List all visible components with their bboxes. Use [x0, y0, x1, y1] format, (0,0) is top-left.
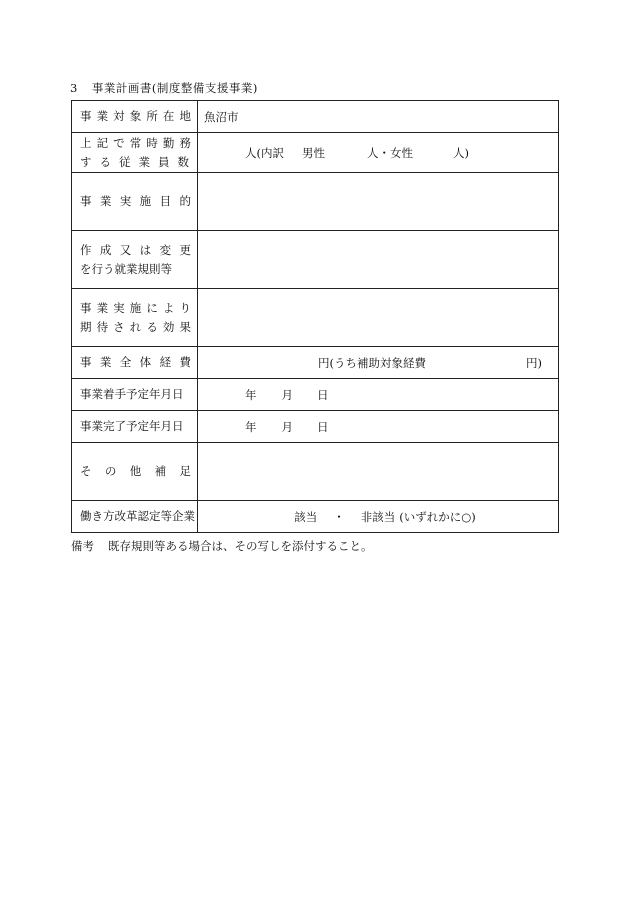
label-char: そ: [80, 464, 92, 478]
label-cost-text: [80, 353, 191, 372]
label-char: 事: [80, 109, 92, 123]
label-char: で: [113, 135, 125, 150]
label-char: 業: [138, 154, 150, 169]
label-char: 変: [159, 242, 172, 257]
value-purpose[interactable]: [198, 173, 559, 231]
label-char: に: [146, 300, 158, 315]
label-effect-line2: [80, 318, 191, 337]
employees-male-label: 男性: [302, 145, 325, 160]
label-char: 所: [146, 109, 158, 123]
label-char: 業: [96, 300, 109, 315]
label-char: 果: [179, 319, 191, 334]
employees-total: 人(内訳: [245, 145, 284, 160]
row-rules: [72, 231, 559, 289]
label-char: 事: [80, 300, 92, 315]
business-plan-table: [71, 100, 559, 533]
remarks-label: 備考: [71, 539, 94, 553]
label-char: 成: [99, 242, 112, 257]
label-char: 期: [80, 319, 92, 334]
label-char: 実: [113, 300, 125, 315]
cost-close: 円): [526, 355, 542, 370]
end-date-year: 年: [245, 419, 257, 434]
label-char: 経: [159, 355, 172, 369]
start-date-month: 月: [281, 387, 293, 402]
label-start-date-text: 事業着手予定年月日: [80, 387, 184, 401]
value-rules[interactable]: [198, 231, 559, 289]
label-char: 施: [129, 300, 142, 315]
label-char: 象: [129, 109, 142, 123]
label-char: 補: [154, 464, 167, 478]
cost-breakdown: [204, 355, 552, 371]
reform-applicable-option[interactable]: 該当: [294, 509, 318, 524]
label-char: 作: [80, 242, 92, 257]
label-purpose: [72, 173, 198, 231]
label-char: 効: [162, 319, 175, 334]
value-effect[interactable]: [198, 289, 559, 347]
label-location-text: [80, 107, 191, 126]
start-date-year: 年: [245, 387, 257, 402]
row-purpose: [72, 173, 559, 231]
label-effect-line1: [80, 299, 191, 318]
label-char: 更: [179, 242, 191, 257]
reform-note: (いずれかに○): [399, 509, 476, 524]
remarks-text: 既存規則等ある場合は、その写しを添付すること。: [108, 539, 373, 553]
label-char: 全: [119, 355, 132, 369]
row-employees: [72, 133, 559, 173]
label-char: 足: [179, 464, 191, 478]
section-heading: [70, 80, 258, 96]
label-char: 業: [99, 355, 112, 369]
label-char: 務: [179, 135, 191, 150]
label-char: の: [104, 464, 117, 478]
reform-not-applicable-option[interactable]: 非該当: [360, 509, 396, 524]
remarks: [71, 538, 373, 554]
label-char: 実: [119, 194, 132, 208]
label-char: 業: [99, 194, 112, 208]
cost-total: 円(うち補助対象経費: [318, 355, 426, 370]
label-reform: [72, 501, 198, 533]
label-effect: [72, 289, 198, 347]
employees-female-label: 人・女性: [367, 145, 413, 160]
label-char: 上: [80, 135, 92, 150]
label-rules-line2: を行う就業規則等: [80, 261, 172, 276]
label-char: 施: [139, 194, 152, 208]
label-char: る: [146, 319, 158, 334]
label-char: 業: [96, 109, 109, 123]
location-value: 魚沼市: [204, 109, 239, 124]
row-location: [72, 101, 559, 133]
label-other-text: [80, 462, 191, 481]
value-start-date[interactable]: [198, 379, 559, 411]
label-other: [72, 443, 198, 501]
label-char: 勤: [162, 135, 175, 150]
row-start-date: [72, 379, 559, 411]
start-date-fields: [204, 387, 552, 403]
label-employees: [72, 133, 198, 173]
label-char: さ: [113, 319, 125, 334]
label-char: 在: [162, 109, 175, 123]
label-cost: [72, 347, 198, 379]
label-char: 目: [159, 194, 172, 208]
reform-options: [204, 509, 552, 525]
label-char: 常: [129, 135, 142, 150]
label-char: 対: [113, 109, 125, 123]
employees-breakdown: [204, 145, 552, 161]
section-title: 事業計画書(制度整備支援事業): [91, 81, 258, 95]
label-char: 記: [96, 135, 109, 150]
label-char: り: [179, 300, 191, 315]
reform-separator: ・: [333, 509, 345, 524]
employees-close: 人): [453, 145, 469, 160]
label-char: 待: [96, 319, 109, 334]
label-rules-line1: [80, 241, 191, 260]
label-char: 時: [146, 135, 158, 150]
label-purpose-text: [80, 192, 191, 211]
label-char: 数: [177, 154, 189, 169]
label-char: る: [99, 154, 111, 169]
label-char: 員: [158, 154, 170, 169]
row-effect: [72, 289, 559, 347]
end-date-day: 日: [317, 419, 329, 434]
value-cost[interactable]: [198, 347, 559, 379]
row-cost: [72, 347, 559, 379]
label-end-date: [72, 411, 198, 443]
end-date-month: 月: [281, 419, 293, 434]
label-rules: [72, 231, 198, 289]
label-char: 費: [179, 355, 191, 369]
label-start-date: [72, 379, 198, 411]
label-char: れ: [129, 319, 142, 334]
start-date-day: 日: [317, 387, 329, 402]
value-location[interactable]: [198, 101, 559, 133]
value-end-date[interactable]: [198, 411, 559, 443]
label-char: 的: [179, 194, 191, 208]
value-reform: [198, 501, 559, 533]
label-char: 又: [119, 242, 132, 257]
label-employees-line2: [80, 153, 191, 172]
label-char: は: [139, 242, 152, 257]
end-date-fields: [204, 419, 552, 435]
row-other: [72, 443, 559, 501]
label-char: 事: [80, 194, 92, 208]
label-location: [72, 101, 198, 133]
value-other[interactable]: [198, 443, 559, 501]
value-employees[interactable]: [198, 133, 559, 173]
label-char: す: [80, 154, 92, 169]
label-char: 従: [119, 154, 131, 169]
row-end-date: [72, 411, 559, 443]
label-char: 他: [129, 464, 142, 478]
label-reform-text: 働き方改革認定等企業: [80, 509, 195, 523]
label-employees-line1: [80, 134, 191, 153]
row-reform: [72, 501, 559, 533]
label-end-date-text: 事業完了予定年月日: [80, 419, 184, 433]
label-char: よ: [162, 300, 175, 315]
section-number: 3: [70, 81, 78, 95]
label-char: 地: [179, 109, 191, 123]
label-char: 事: [80, 355, 92, 369]
label-char: 体: [139, 355, 152, 369]
